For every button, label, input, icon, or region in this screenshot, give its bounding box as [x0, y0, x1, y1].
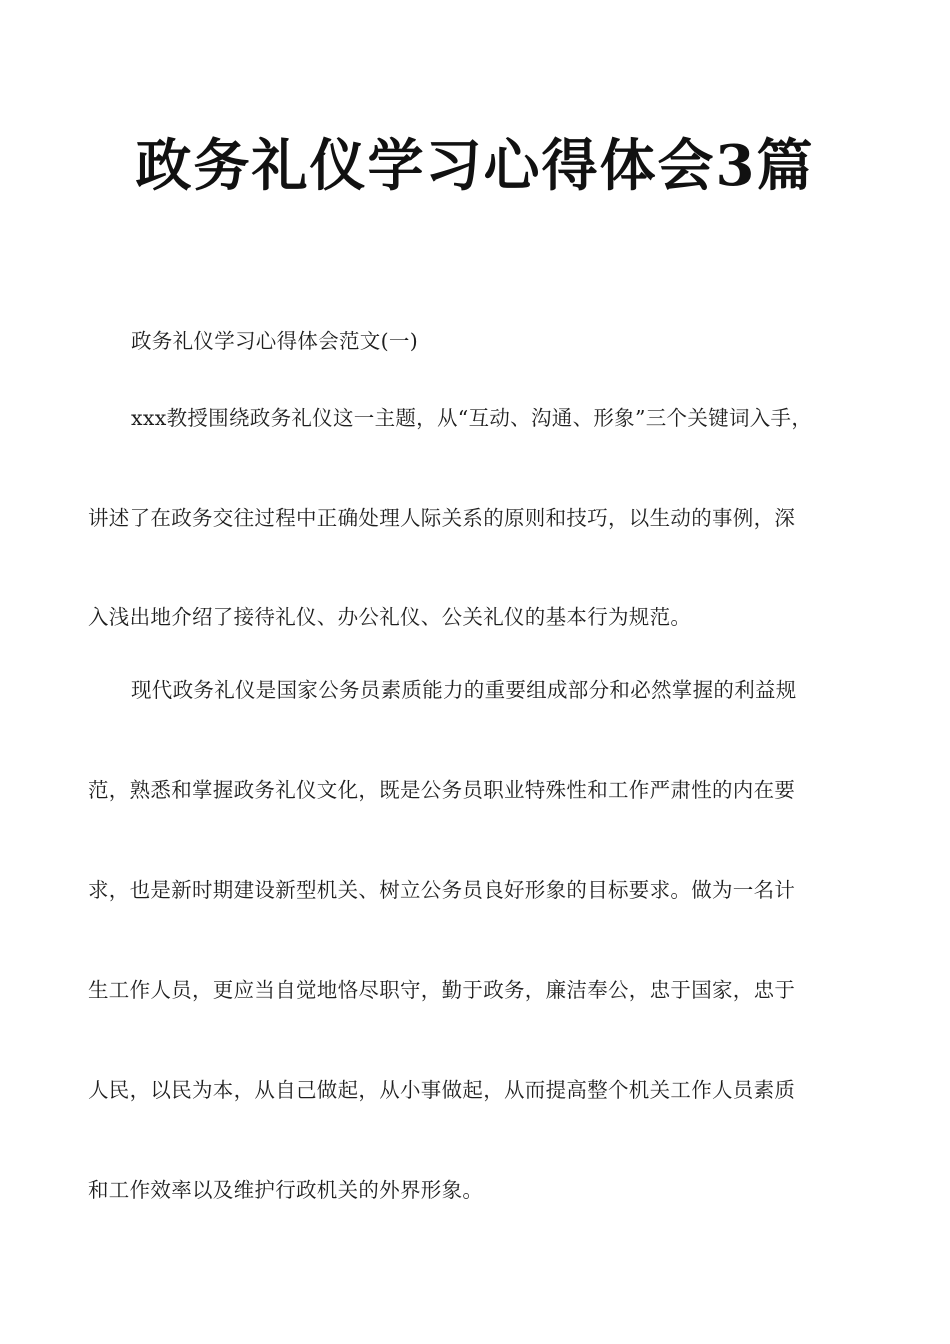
- paragraph1-line-2: 讲述了在政务交往过程中正确处理人际关系的原则和技巧，以生动的事例，深: [88, 506, 796, 530]
- section-heading: 政务礼仪学习心得体会范文(一): [131, 329, 418, 353]
- document-title: 政务礼仪学习心得体会3篇: [135, 133, 815, 199]
- paragraph2-line-4: 生工作人员，更应当自觉地恪尽职守，勤于政务，廉洁奉公，忠于国家，忠于: [88, 978, 796, 1002]
- paragraph1-line-3: 入浅出地介绍了接待礼仪、办公礼仪、公关礼仪的基本行为规范。: [88, 605, 692, 629]
- paragraph2-line-5: 人民，以民为本，从自己做起，从小事做起，从而提高整个机关工作人员素质: [88, 1078, 796, 1102]
- paragraph2-line-6: 和工作效率以及维护行政机关的外界形象。: [88, 1178, 484, 1202]
- paragraph1-line-1: xxx教授围绕政务礼仪这一主题，从“互动、沟通、形象”三个关键词入手，: [131, 406, 813, 430]
- paragraph2-line-2: 范，熟悉和掌握政务礼仪文化，既是公务员职业特殊性和工作严肃性的内在要: [88, 778, 796, 802]
- paragraph2-line-3: 求，也是新时期建设新型机关、树立公务员良好形象的目标要求。做为一名计: [88, 878, 796, 902]
- paragraph2-line-1: 现代政务礼仪是国家公务员素质能力的重要组成部分和必然掌握的利益规: [131, 678, 797, 702]
